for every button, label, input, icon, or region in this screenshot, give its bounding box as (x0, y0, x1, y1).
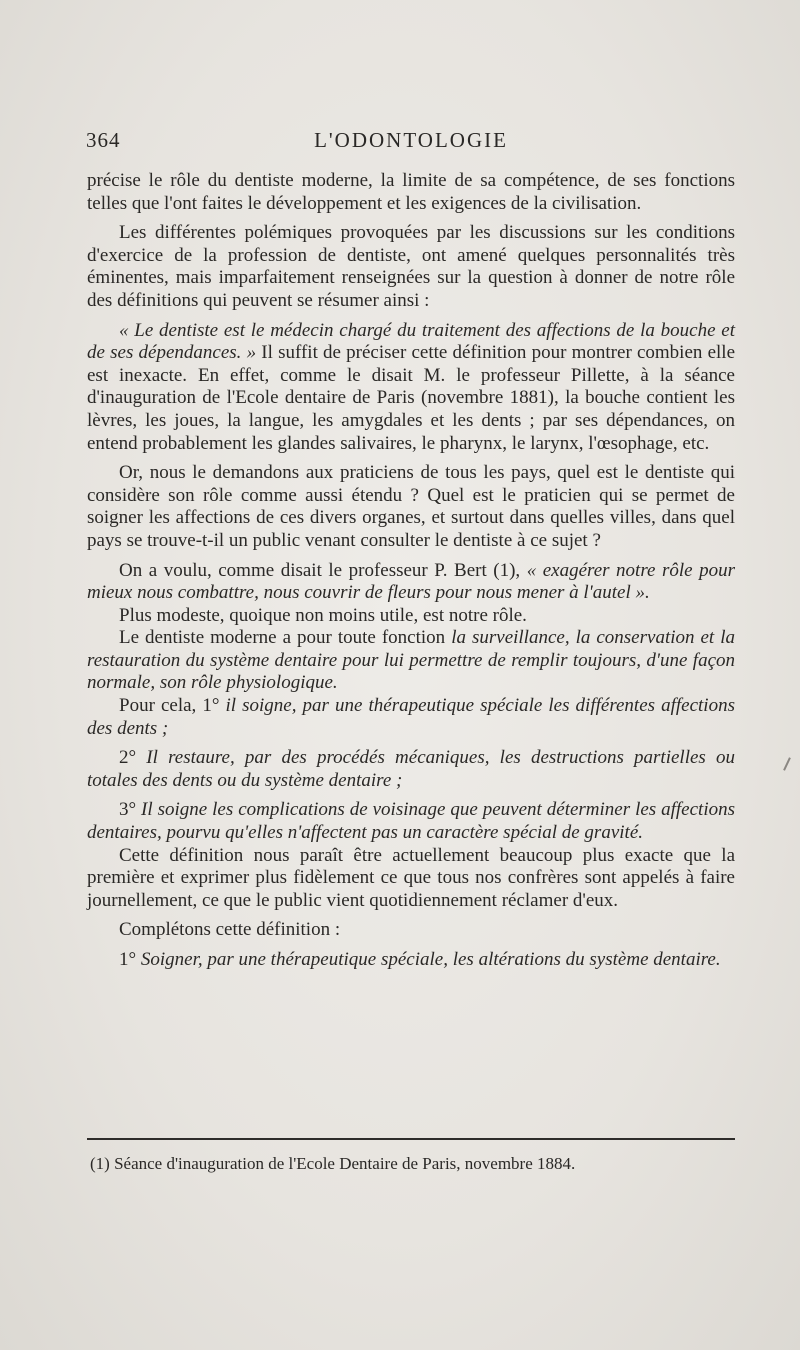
paragraph-3-text: Il suffit de préciser cette définition pour montrer combien elle est inexacte. En effet, comme le disait M. le professeur Pillette, à la séance d'inauguration de l'Ecole dentaire de Paris (novembre 1881), la bouche contient les lèvres, les joues, la langue, les amygdales et les dents ; par ses dépendances, on entend probablement les glandes salivaires, le pharynx, le larynx, l'œsophage, etc. (87, 342, 736, 454)
item-3-prefix: 3° (119, 799, 142, 821)
paragraph-8 (87, 695, 735, 740)
paragraph-3 (87, 320, 735, 456)
paragraph-2: Les différentes polémiques provoquées par les discussions sur les conditions d'exercice de la profession de dentiste, ont amené quelques personnalités très éminentes, mais imparfaitement renseignées sur la question à donner de notre rôle des définitions qui peuvent se résumer ainsi : (87, 222, 735, 311)
paragraph-1: précise le rôle du dentiste moderne, la limite de sa compétence, de ses fonctions telles que l'ont faites le développement et les exigences de la civilisation. (87, 170, 735, 214)
page-header (86, 128, 736, 158)
page-number: 364 (86, 128, 121, 152)
quoted-definition: « Le dentiste est le médecin chargé du traitement des affections de la bouche et de ses dépendances. » (87, 319, 735, 364)
paragraph-5-text: On a voulu, comme disait le professeur P. Bert (1), (119, 559, 527, 581)
running-title: L'ODONTOLOGIE (314, 128, 508, 152)
paragraph-9 (87, 747, 735, 792)
paragraph-10 (87, 799, 735, 844)
paragraph-13 (87, 949, 735, 972)
bert-quote: « exagérer notre rôle pour mieux nous combattre, nous couvrir de fleurs pour nous mener à l'autel ». (87, 559, 735, 604)
item-2-text: Il restaure, par des procédés mécaniques, les destructions partielles ou totales des dents ou du système dentaire ; (87, 747, 735, 791)
paragraph-7-text: Le dentiste moderne a pour toute fonction (119, 627, 452, 649)
paragraph-12: Complétons cette définition : (119, 919, 341, 941)
paragraph-11: Cette définition nous paraît être actuellement beaucoup plus exacte que la première et exprimer plus fidèlement ce que tous nos confrères sont appelés à faire journellement, ce que le public vient quotidiennement réclamer d'eux. (87, 844, 735, 911)
paragraph-7 (87, 627, 735, 695)
item-4-prefix: 1° (119, 949, 141, 970)
role-definition: la surveillance, la conservation et la restauration du système dentaire pour lui permettre de remplir toujours, d'une façon normale, son rôle physiologique. (87, 627, 735, 694)
margin-mark (783, 757, 791, 771)
paragraph-4: Or, nous le demandons aux praticiens de tous les pays, quel est le dentiste qui considère son rôle comme aussi étendu ? Quel est le praticien qui se permet de soigner les affections de ces divers organes, et surtout dans quelles villes, dans quel pays se trouve-t-il un public venant consulter le dentiste à ce sujet ? (87, 462, 735, 551)
item-4-text: Soigner, par une thérapeutique spéciale, les altérations du système dentaire. (140, 949, 721, 970)
item-3-text: Il soigne les complications de voisinage que peuvent déterminer les affections dentaires, pourvu qu'elles n'affectent pas un caractère spécial de gravité. (87, 799, 735, 844)
paragraph-6: Plus modeste, quoique non moins utile, est notre rôle. (119, 604, 527, 626)
item-1-text: il soigne, par une thérapeutique spéciale les différentes affections des dents ; (87, 695, 735, 739)
item-2-prefix: 2° (119, 747, 147, 769)
paragraph-5 (87, 560, 735, 605)
item-1-prefix: Pour cela, 1° (119, 695, 226, 717)
footnote-rule (87, 1138, 735, 1140)
footnote: (1) Séance d'inauguration de l'Ecole Dentaire de Paris, novembre 1884. (90, 1154, 576, 1173)
body-text (87, 170, 735, 972)
